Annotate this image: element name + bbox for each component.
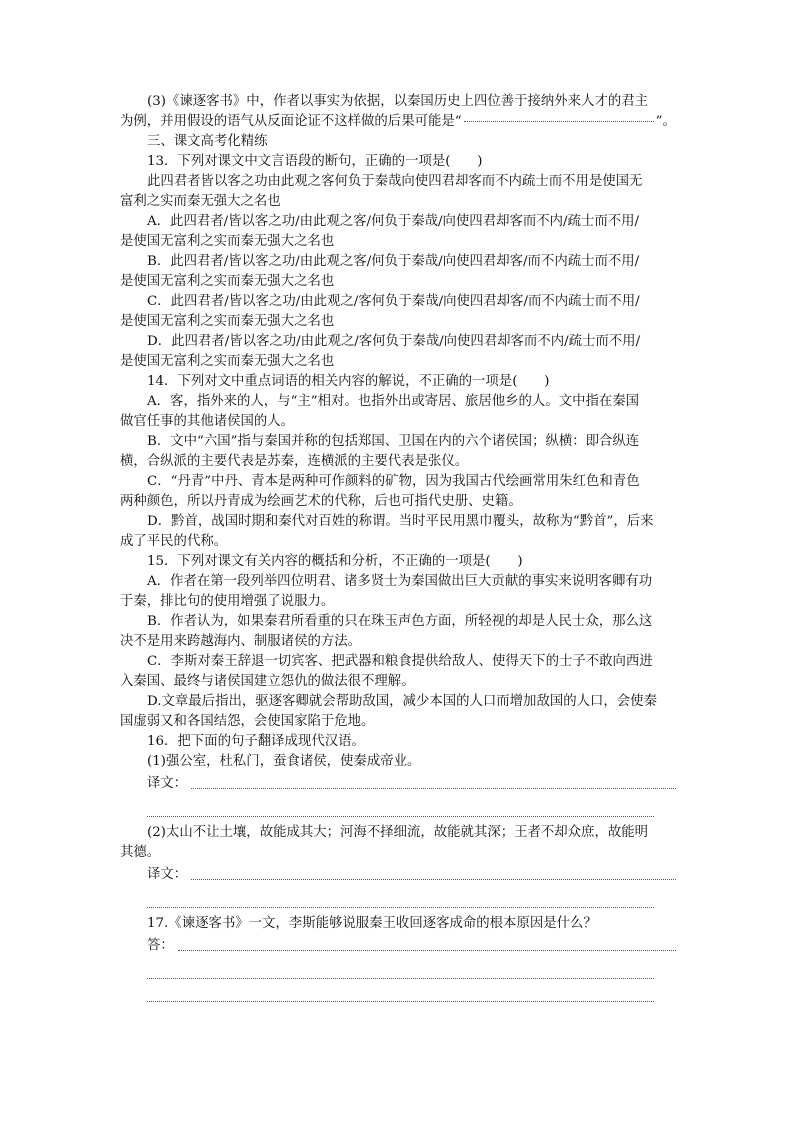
q17-stem: 17.《谏逐客书》一文，李斯能够说服秦王收回逐客成命的根本原因是什么？ [147,916,597,931]
q16-1-answer-line[interactable] [191,788,676,789]
q13-option-d[interactable]: D．此四君者/皆以客之功/由此观之/客何负于秦哉/向使四君却客而不内/疏士而不用/ [147,334,641,349]
q14-option-d-cont: 成了平民的代称。 [120,534,228,549]
q15-option-d[interactable]: D.文章最后指出，驱逐客卿就会帮助敌国，减少本国的人口而增加敌国的人口，会使秦 [147,694,657,709]
q14-option-b[interactable]: B．文中“六国”指与秦国并称的包括郑国、卫国在内的六个诸侯国；纵横：即合纵连 [147,434,640,449]
q16-sentence-1: (1)强公室，杜私门，蚕食诸侯，使秦成帝业。 [147,754,421,769]
q13-option-c-cont: 是使国无富利之实而秦无强大之名也 [120,314,335,329]
q14-option-c[interactable]: C．“丹青”中丹、青本是两种可作颜料的矿物，因为我国古代绘画常用朱红色和青色 [147,474,640,489]
q16-1-answer-row[interactable] [120,772,676,794]
q13-option-b-cont: 是使国无富利之实而秦无强大之名也 [120,274,335,289]
q13-passage-line: 此四君者皆以客之功由此观之客何负于秦哉向使四君却客而不内疏士而不用是使国无 [147,174,643,189]
q15-option-a[interactable]: A．作者在第一段列举四位明君、诸多贤士为秦国做出巨大贡献的事实来说明客卿有功 [147,574,653,589]
q16-2-answer-row[interactable] [120,863,676,885]
q16-2-answer-line[interactable] [147,885,654,908]
q17-answer-line[interactable] [147,979,654,1002]
q3-line2-after: ”。 [655,114,676,129]
q13-option-a[interactable]: A．此四君者/皆以客之功/由此观之客/何负于秦哉/向使四君却客而不内/疏士而不用/ [147,214,640,229]
q3-line2 [120,112,676,132]
q13-option-a-cont: 是使国无富利之实而秦无强大之名也 [120,234,335,249]
q13-stem: 13．下列对课文中文言语段的断句，正确的一项是( ) [147,154,483,169]
q14-option-b-cont: 横，合纵派的主要代表是苏秦，连横派的主要代表是张仪。 [120,454,469,469]
exercise-content [120,92,676,1002]
q17-answer-row[interactable] [120,934,676,956]
q13-passage-line: 富利之实而秦无强大之名也 [120,194,281,209]
q14-stem: 14．下列对文中重点词语的相关内容的解说，不正确的一项是( ) [147,374,550,389]
q15-stem: 15．下列对课文有关内容的概括和分析，不正确的一项是( ) [147,554,523,569]
q13-option-b[interactable]: B．此四君者/皆以客之功/由此观之客/何负于秦哉/向使四君却客/而不内疏士而不用/ [147,254,640,269]
q14-option-a[interactable]: A．客，指外来的人，与“主”相对。也指外出或寄居、旅居他乡的人。文中指在秦国 [147,394,640,409]
q17-answer-label: 答： [147,938,174,953]
q16-stem: 16．把下面的句子翻译成现代汉语。 [147,734,365,749]
q13-option-c[interactable]: C．此四君者/皆以客之功/由此观之/客何负于秦哉/向使四君却客/而不内疏士而不用/ [147,294,640,309]
q15-option-b[interactable]: B．作者认为，如果秦君所看重的只在珠玉声色方面，所轻视的却是人民士众，那么这 [147,614,653,629]
q16-1-answer-line[interactable] [147,794,654,817]
q3-line2-before: 为例，并用假设的语气从反面论证不这样做的后果可能是“ [120,114,462,129]
q16-sentence-2: (2)太山不让土壤，故能成其大；河海不择细流，故能就其深；王者不却众庶，故能明 [147,825,649,840]
q15-option-a-cont: 于秦，排比句的使用增强了说服力。 [120,594,335,609]
q16-2-answer-label: 译文： [147,867,188,882]
q14-option-a-cont: 做官任事的其他诸侯国的人。 [120,414,295,429]
q17-answer-line[interactable] [178,950,676,951]
q15-option-c-cont: 入秦国、最终与诸侯国建立怨仇的做法很不理解。 [120,674,415,689]
q15-option-c[interactable]: C．李斯对秦王辞退一切宾客、把武器和粮食提供给敌人、使得天下的士子不敢向西进 [147,654,653,669]
q15-option-d-cont: 国虚弱又和各国结怨，会使国家陷于危地。 [120,714,375,729]
q14-option-d[interactable]: D．黔首，战国时期和秦代对百姓的称谓。当时平民用黑巾覆头，故称为“黔首”，后来 [147,514,654,529]
section-title: 三、课文高考化精练 [147,134,268,149]
q3-line1: (3)《谏逐客书》中，作者以事实为依据，以秦国历史上四位善于接纳外来人才的君主 [147,94,649,109]
q14-option-c-cont: 两种颜色，所以丹青成为绘画艺术的代称，后也可指代史册、史籍。 [120,494,522,509]
q3-answer-blank[interactable] [464,121,654,122]
q13-option-d-cont: 是使国无富利之实而秦无强大之名也 [120,354,335,369]
q16-sentence-2-cont: 其德。 [120,845,161,860]
q16-1-answer-label: 译文： [147,776,188,791]
q16-2-answer-line[interactable] [191,879,676,880]
q17-answer-line[interactable] [147,956,654,979]
q15-option-b-cont: 决不是用来跨越海内、制服诸侯的方法。 [120,634,362,649]
